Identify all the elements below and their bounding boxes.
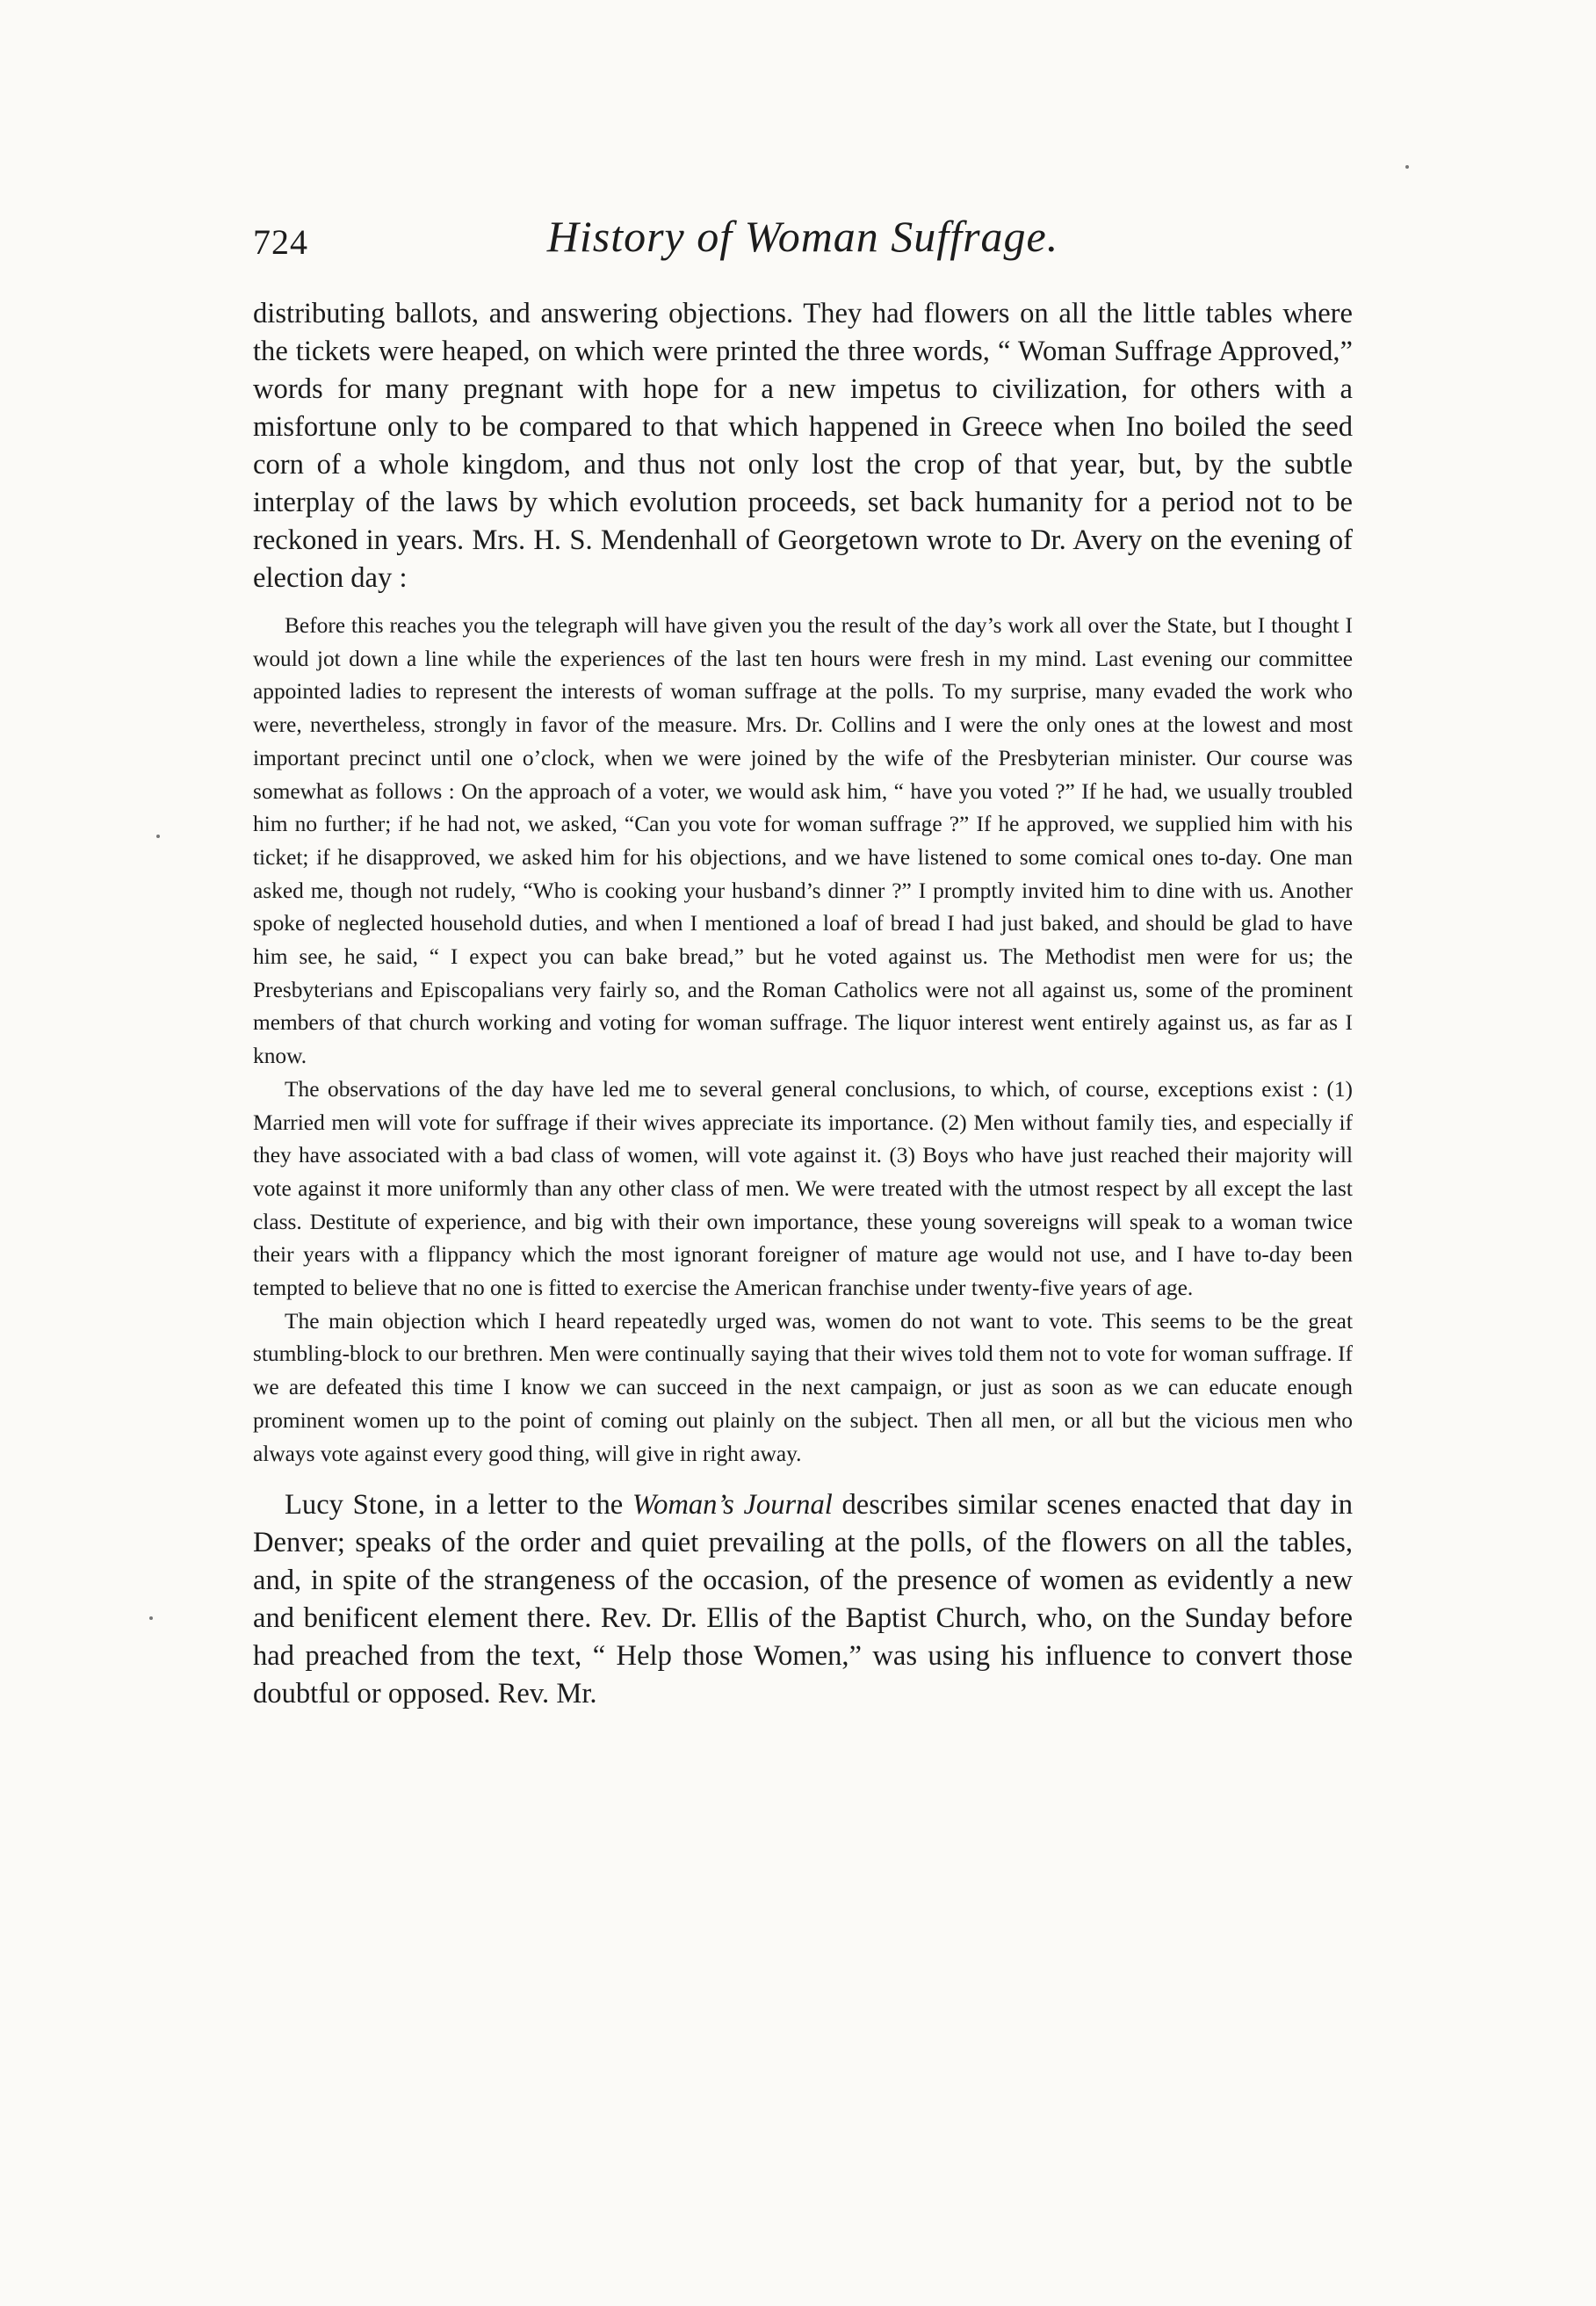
margin-speck: [156, 835, 160, 838]
letter-paragraph-1: Before this reaches you the telegraph will have given you the result of the day’s work all over the State, but I thought I would jot down a line while the experiences of the last ten hours were fresh in my mind. Last evening our committee appointed ladies to represent the interests of woman suffrage at the polls. To my surprise, many evaded the work who were, nevertheless, strongly in favor of the measure. Mrs. Dr. Collins and I were the only ones at the lowest and most important precinct until one o’clock, when we were joined by the wife of the Presbyterian minister. Our course was somewhat as follows : On the approach of a voter, we would ask him, “ have you voted ?” If he had, we usually troubled him no further; if he had not, we asked, “Can you vote for woman suffrage ?” If he approved, we supplied him with his ticket; if he disapproved, we asked him for his objections, and we have listened to some comical ones to-day. One man asked me, though not rudely, “Who is cooking your husband’s dinner ?” I promptly invited him to dine with us. Another spoke of neglected household duties, and when I mentioned a loaf of bread I had just baked, and should be glad to have him see, he said, “ I expect you can bake bread,” but he voted against us. The Methodist men were for us; the Presbyterians and Episcopalians very fairly so, and the Roman Catholics were not all against us, some of the prominent members of that church working and voting for woman suffrage. The liquor interest went entirely against us, as far as I know.: [253, 613, 1353, 1069]
intro-paragraph: distributing ballots, and answering objections. They had flowers on all the little tables where the tickets were heaped, on which were printed the three words, “ Woman Suffrage Approved,” words for many pregnant with hope for a new impetus to civilization, for others with a misfortune only to be compared to that which happened in Greece when Ino boiled the seed corn of a whole kingdom, and thus not only lost the crop of that year, but, by the subtle interplay of the laws by which evolution proceeds, set back humanity for a period not to be reckoned in years. Mrs. H. S. Mendenhall of Georgetown wrote to Dr. Avery on the evening of election day :: [253, 298, 1353, 594]
book-title: History of Woman Suffrage.: [546, 212, 1059, 261]
margin-speck: [1405, 165, 1409, 169]
journal-title: Woman’s Journal: [632, 1489, 833, 1522]
letter-paragraph-3: The main objection which I heard repeatedly urged was, women do not want to vote. This seems to be the great stumbling-block to our brethren. Men were continually saying that their wives told them not to vote for woman suffrage. If we are defeated this time I know we can succeed in the next campaign, or just as soon as we can educate enough prominent women up to the point of coming out plainly on the subject. Then all men, or all but the vicious men who always vote against every good thing, will give in right away.: [253, 1308, 1353, 1466]
running-head: [253, 211, 1353, 281]
quoted-letter: [253, 610, 1353, 1471]
page-number: 724: [253, 222, 308, 262]
closing-lead: Lucy Stone, in a letter to the: [285, 1489, 624, 1522]
closing-rest: describes similar scenes enacted that day in Denver; speaks of the order and quiet prevailing at the polls, of the flowers on all the tables, and, in spite of the strangeness of the occasion, of the presence of women as evidently a new and benificent element there. Rev. Dr. Ellis of the Baptist Church, who, on the Sunday before had preached from the text, “ Help those Women,” was using his influence to convert those doubtful or opposed. Rev. Mr.: [253, 1489, 1353, 1710]
book-page: [253, 211, 1353, 1713]
margin-speck: [149, 1616, 153, 1620]
letter-paragraph-2: The observations of the day have led me to several general conclusions, to which, of course, exceptions exist : (1) Married men will vote for suffrage if their wives appreciate its importance. (2) Men without family ties, and especially if they have associated with a bad class of women, will vote against it. (3) Boys who have just reached their majority will vote against it more uniformly than any other class of men. We were treated with the utmost respect by all except the last class. Destitute of experience, and big with their own importance, these young sovereigns will speak to a woman twice their years with a flippancy which the most ignorant foreigner of mature age would not use, and I have to-day been tempted to believe that no one is fitted to exercise the American franchise under twenty-five years of age.: [253, 1076, 1353, 1301]
closing-paragraph: [253, 1486, 1353, 1713]
